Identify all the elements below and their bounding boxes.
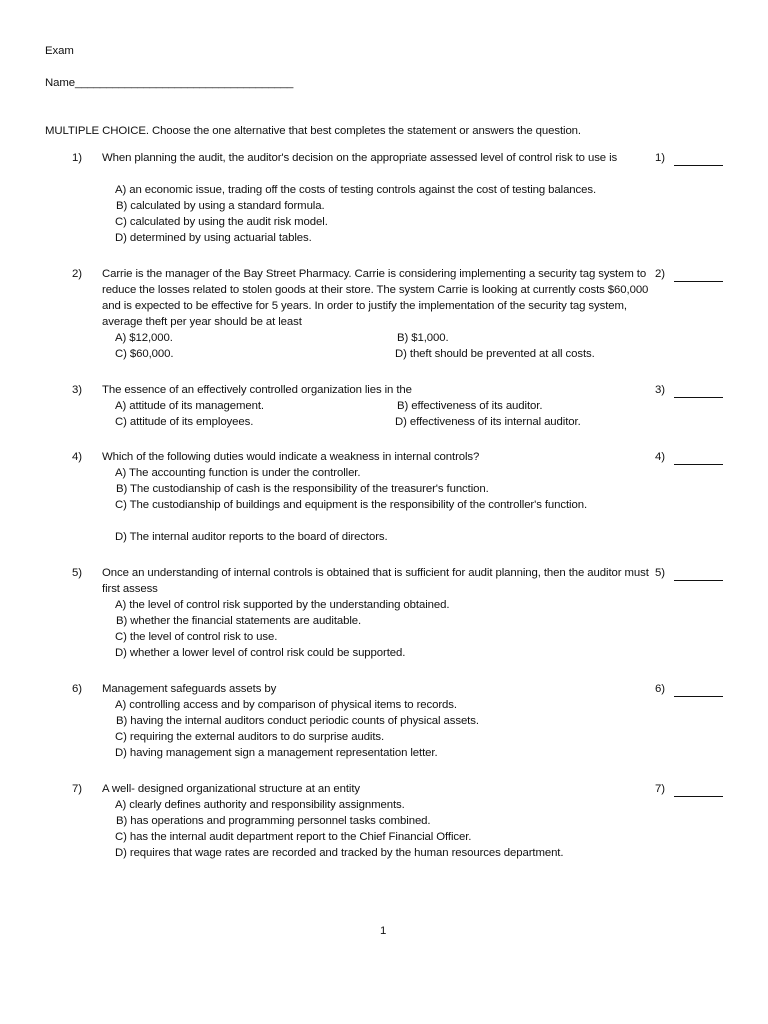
question-stem: [72, 150, 658, 166]
question-text: Which of the following duties would indicate a weakness in internal controls?: [102, 451, 480, 463]
choice-a[interactable]: A) clearly defines authority and responsibility assignments.: [115, 799, 405, 811]
answer-blank[interactable]: [674, 796, 723, 797]
choice-d[interactable]: D) The internal auditor reports to the board of directors.: [115, 531, 388, 543]
answer-number: 1): [655, 152, 665, 164]
choice-b[interactable]: B) The custodianship of cash is the responsibility of the treasurer's function.: [116, 483, 489, 495]
answer-number: 3): [655, 384, 665, 396]
answer-blank[interactable]: [674, 464, 723, 465]
question-text: Management safeguards assets by: [102, 683, 277, 695]
answer-number: 2): [655, 268, 665, 280]
choice-c[interactable]: C) requiring the external auditors to do surprise audits.: [115, 731, 385, 743]
question-text: Carrie is the manager of the Bay Street Pharmacy. Carrie is considering implementing a security tag system to reduce the losses related to stolen goods at their store. The system Carrie is looking at currently costs $60,000 and is expected to be effective for 5 years. In order to justify the implementation of the security tag system, average theft per year should be at least: [102, 268, 649, 328]
question-number: 6): [72, 683, 82, 695]
page-number: 1: [380, 925, 387, 937]
exam-title: Exam: [45, 45, 74, 57]
choice-d[interactable]: D) whether a lower level of control risk could be supported.: [115, 647, 406, 659]
choice-a[interactable]: A) The accounting function is under the controller.: [115, 467, 361, 479]
choice-d[interactable]: D) requires that wage rates are recorded and tracked by the human resources department.: [115, 847, 564, 859]
question-stem: [72, 266, 658, 330]
answer-number: 6): [655, 683, 665, 695]
choice-d[interactable]: D) having management sign a management representation letter.: [115, 747, 438, 759]
answer-blank[interactable]: [674, 580, 723, 581]
choice-b[interactable]: B) calculated by using a standard formula.: [116, 200, 325, 212]
choice-a[interactable]: A) $12,000.: [115, 332, 173, 344]
choice-a[interactable]: A) an economic issue, trading off the costs of testing controls against the cost of testing balances.: [115, 184, 597, 196]
question-number: 4): [72, 451, 82, 463]
question-number: 7): [72, 783, 82, 795]
choice-a[interactable]: A) attitude of its management.: [115, 400, 264, 412]
answer-blank[interactable]: [674, 281, 723, 282]
answer-number: 7): [655, 783, 665, 795]
question-text: A well- designed organizational structure at an entity: [102, 783, 361, 795]
answer-number: 5): [655, 567, 665, 579]
choice-d[interactable]: D) effectiveness of its internal auditor.: [395, 416, 581, 428]
choice-c[interactable]: C) the level of control risk to use.: [115, 631, 278, 643]
choice-b[interactable]: B) $1,000.: [397, 332, 449, 344]
choice-b[interactable]: B) having the internal auditors conduct periodic counts of physical assets.: [116, 715, 479, 727]
question-text: When planning the audit, the auditor's decision on the appropriate assessed level of control risk to use is: [102, 152, 618, 164]
question-text: Once an understanding of internal controls is obtained that is sufficient for audit planning, then the auditor must first assess: [102, 567, 649, 595]
question-number: 5): [72, 567, 82, 579]
choice-c[interactable]: C) attitude of its employees.: [115, 416, 254, 428]
choice-c[interactable]: C) The custodianship of buildings and equipment is the responsibility of the controller's function.: [115, 499, 588, 511]
answer-number: 4): [655, 451, 665, 463]
choice-b[interactable]: B) effectiveness of its auditor.: [397, 400, 543, 412]
choice-b[interactable]: B) whether the financial statements are auditable.: [116, 615, 362, 627]
choice-c[interactable]: C) has the internal audit department report to the Chief Financial Officer.: [115, 831, 472, 843]
answer-blank[interactable]: [674, 165, 723, 166]
question-number: 1): [72, 152, 82, 164]
section-instructions: MULTIPLE CHOICE. Choose the one alternative that best completes the statement or answers the question.: [45, 125, 581, 137]
answer-blank[interactable]: [674, 696, 723, 697]
choice-a[interactable]: A) controlling access and by comparison of physical items to records.: [115, 699, 457, 711]
choice-c[interactable]: C) $60,000.: [115, 348, 174, 360]
question-stem: [72, 565, 658, 597]
choice-a[interactable]: A) the level of control risk supported by the understanding obtained.: [115, 599, 450, 611]
choice-d[interactable]: D) determined by using actuarial tables.: [115, 232, 312, 244]
question-stem: [72, 781, 658, 797]
question-number: 2): [72, 268, 82, 280]
question-number: 3): [72, 384, 82, 396]
choice-c[interactable]: C) calculated by using the audit risk model.: [115, 216, 328, 228]
question-stem: [72, 449, 658, 465]
choice-d[interactable]: D) theft should be prevented at all costs.: [395, 348, 595, 360]
question-text: The essence of an effectively controlled organization lies in the: [102, 384, 412, 396]
question-stem: [72, 382, 658, 398]
question-stem: [72, 681, 658, 697]
answer-blank[interactable]: [674, 397, 723, 398]
name-field-line[interactable]: Name___________________________________: [45, 77, 294, 89]
choice-b[interactable]: B) has operations and programming personnel tasks combined.: [116, 815, 431, 827]
